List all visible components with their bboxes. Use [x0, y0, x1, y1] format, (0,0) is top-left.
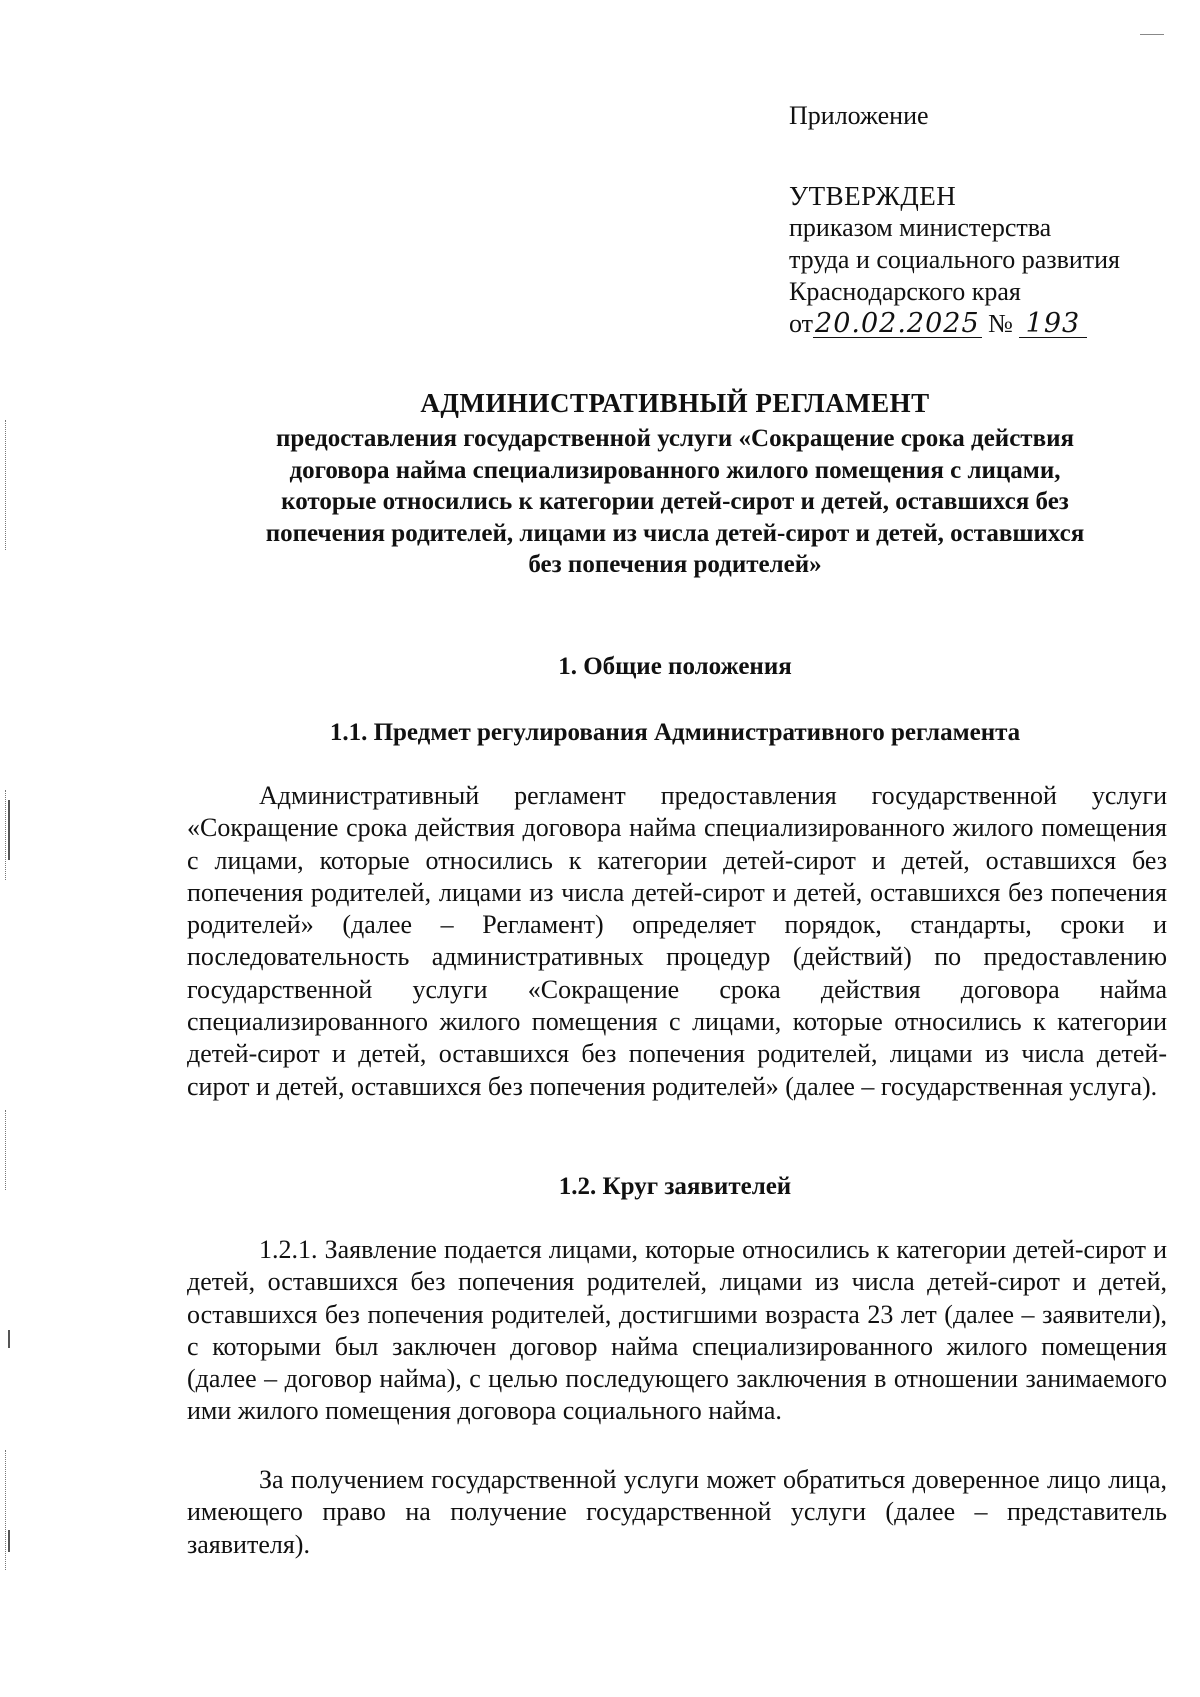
scan-edge-mark: [8, 1530, 10, 1552]
approval-line-3: Краснодарского края: [789, 277, 1021, 306]
scan-edge-mark: [8, 1330, 10, 1348]
approved-label: УТВЕРЖДЕН: [789, 181, 957, 211]
section-heading-1: 1. Общие положения: [558, 653, 792, 680]
scan-edge-artifact: [5, 420, 10, 550]
approval-date-line: [789, 308, 1169, 340]
approval-block: [789, 100, 1169, 340]
paragraph-1-1: Административный регламент предоставления государственной услуги «Сокращение срока действия договора найма специализированного жилого помещения с лицами, которые относились к категории детей-сирот и детей, оставшихся без попечения родителей, лицами из числа детей-сирот и детей, оставшихся без попечения родителей» (далее – Регламент) определяет порядок, стандарты, сроки и последовательность административных процедур (действий) по предоставлению государственной услуги «Сокращение срока действия договора найма специализированного жилого помещения с лицами, которые относились к категории детей-сирот и детей, оставшихся без попечения родителей, лицами из числа детей-сирот и детей, оставшихся без попечения родителей» (далее – государственная услуга).: [187, 781, 1167, 1101]
scan-edge-artifact: [5, 1450, 10, 1570]
scan-edge-mark: [8, 800, 10, 860]
paragraph-1-2-1: 1.2.1. Заявление подается лицами, которые относились к категории детей-сирот и детей, оставшихся без попечения родителей, лицами из числа детей-сирот и детей, оставшихся без попечения родителей, достигшими возраста 23 лет (далее – заявители), с которыми был заключен договор найма специализированного жилого помещения (далее – договор найма), с целью последующего заключения в отношении занимаемого ими жилого помещения договора социального найма.: [187, 1235, 1167, 1426]
paragraph-1-2-2: За получением государственной услуги может обратиться доверенное лицо лица, имеющего право на получение государственной услуги (далее – представитель заявителя).: [187, 1465, 1167, 1559]
scan-edge-mark: [1140, 34, 1164, 35]
approval-line-2: труда и социального развития: [789, 245, 1121, 274]
scan-edge-artifact: [5, 1110, 10, 1190]
handwritten-date: 20.02.2025: [815, 308, 980, 339]
annex-label: Приложение: [789, 101, 929, 130]
subsection-heading-1-2: 1.2. Круг заявителей: [558, 1173, 792, 1200]
subsection-heading-1-1: 1.1. Предмет регулирования Административного регламента: [329, 719, 1021, 746]
handwritten-number: 193: [1019, 311, 1087, 338]
from-label: от: [789, 309, 814, 338]
approval-line-1: приказом министерства: [789, 213, 1052, 242]
title-subtitle: предоставления государственной услуги «Сокращение срока действия договора найма специализированного жилого помещения с лицами, которые относились к категории детей-сирот и детей, оставшихся без попечения родителей, лицами из числа детей-сирот и детей, оставшихся без попечения родителей»: [265, 425, 1085, 578]
number-label: №: [988, 309, 1013, 338]
title-main: АДМИНИСТРАТИВНЫЙ РЕГЛАМЕНТ: [420, 388, 930, 418]
document-title: [260, 386, 1090, 581]
